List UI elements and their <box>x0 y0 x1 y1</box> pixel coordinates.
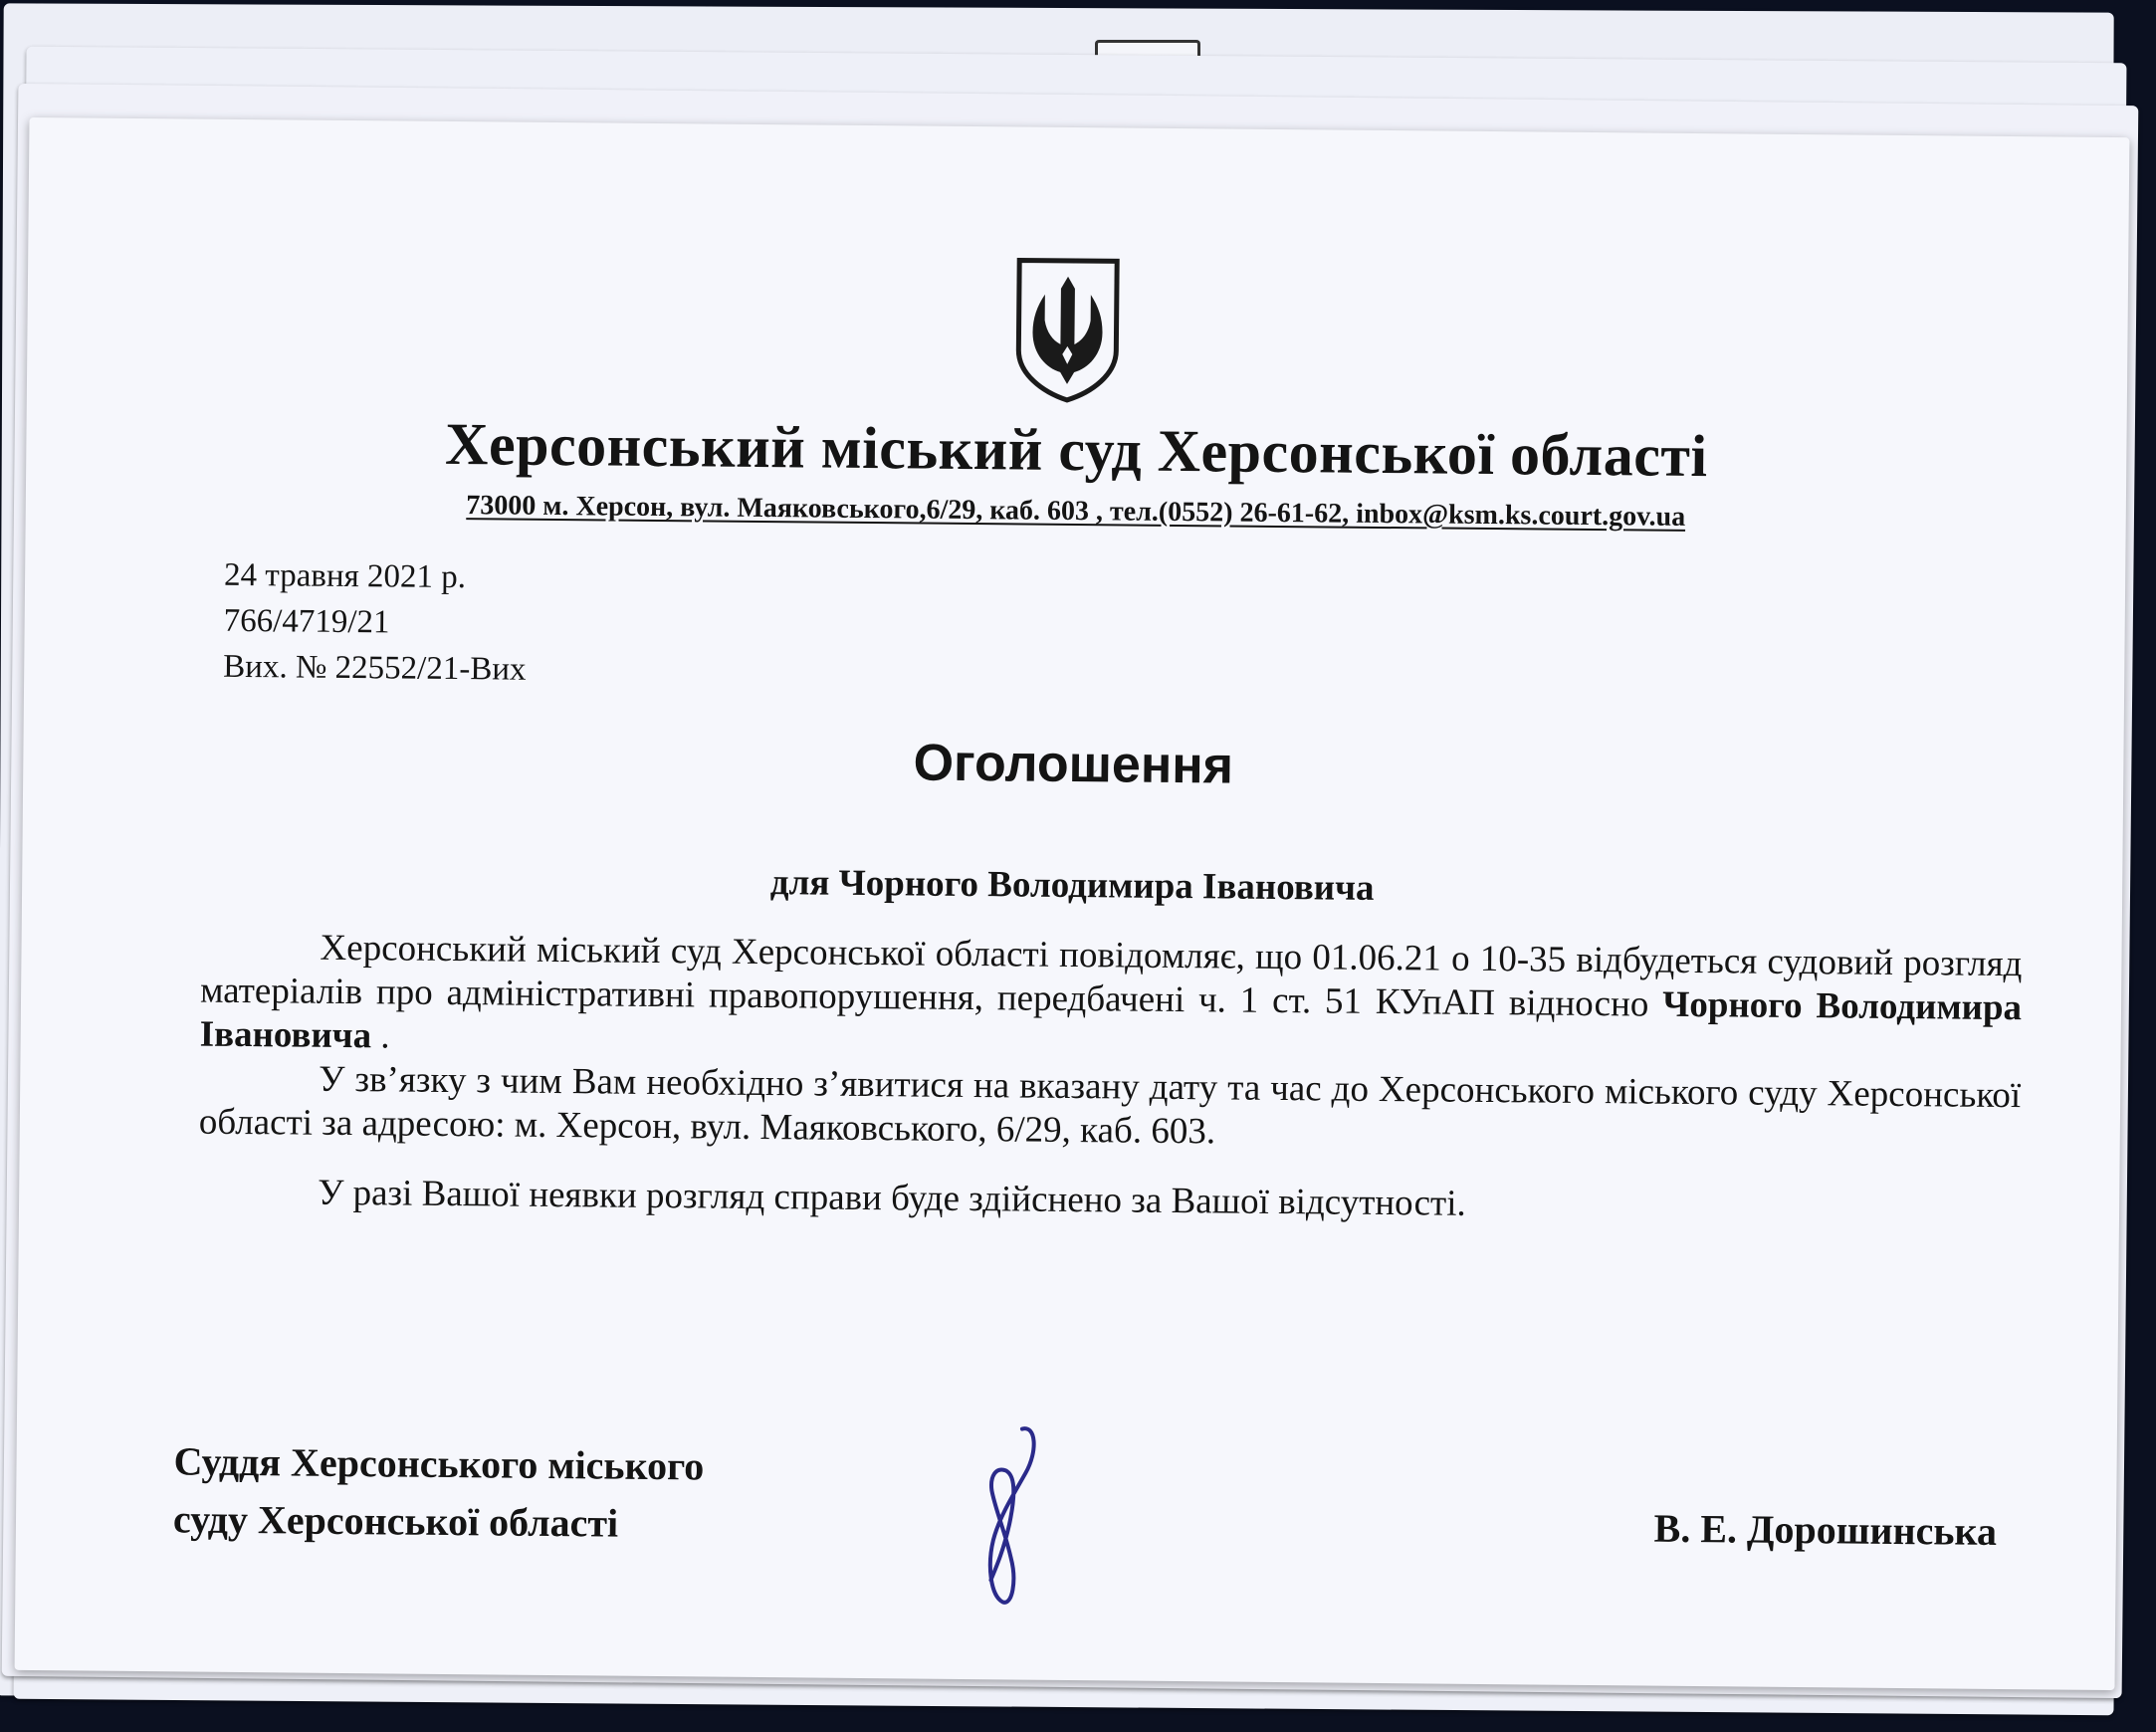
ukraine-trident-emblem-icon <box>1012 254 1123 404</box>
document-date: 24 травня 2021 р. <box>223 556 467 596</box>
court-address: 73000 м. Херсон, вул. Маяковського,6/29, каб. 603 , тел.(0552) 26-61-62, inbox@ksm.ks.court.gov.ua <box>466 490 1686 533</box>
paragraph-absence: У разі Вашої неявки розгляд справи буде здійснено за Вашої відсутності. <box>317 1172 1466 1224</box>
judge-title-line: суду Херсонської області <box>172 1496 619 1546</box>
notice-body <box>198 926 2023 1232</box>
court-title: Херсонський міський суд Херсонської області <box>444 410 1708 490</box>
judge-name: В. Е. Дорошинська <box>1653 1505 1998 1554</box>
paragraph-text: Херсонський міський суд Херсонської області повідомляє, що 01.06.21 о 10-35 відбудеться судовий розгляд матеріалів про адміністративні правопорушення, передбачені ч. 1 ст. 51 КУпАП відносно <box>199 927 2023 1025</box>
document-sheet <box>15 117 2130 1690</box>
document-title: Оголошення <box>913 734 1234 795</box>
handwritten-signature <box>951 1420 1072 1611</box>
defendant-name: Чорного Володимира Івановича <box>199 983 2023 1057</box>
paragraph-appearance: У зв’язку з чим Вам необхідно з’явитися на вказану дату та час до Херсонського міського суду Херсонської області за адресою: м. Херсон, вул. Маяковського, 6/29, каб. 603. <box>198 1058 2022 1153</box>
case-number: 766/4719/21 <box>223 602 390 641</box>
judge-title-line: Суддя Херсонського міського <box>173 1438 705 1489</box>
outgoing-number: Вих. № 22552/21-Вих <box>223 648 527 688</box>
document-meta <box>223 552 528 693</box>
addressee: для Чорного Володимира Івановича <box>769 862 1375 909</box>
judge-title <box>173 1432 705 1553</box>
paragraph-end: . <box>370 1015 390 1057</box>
paragraph-hearing <box>199 926 2022 1075</box>
